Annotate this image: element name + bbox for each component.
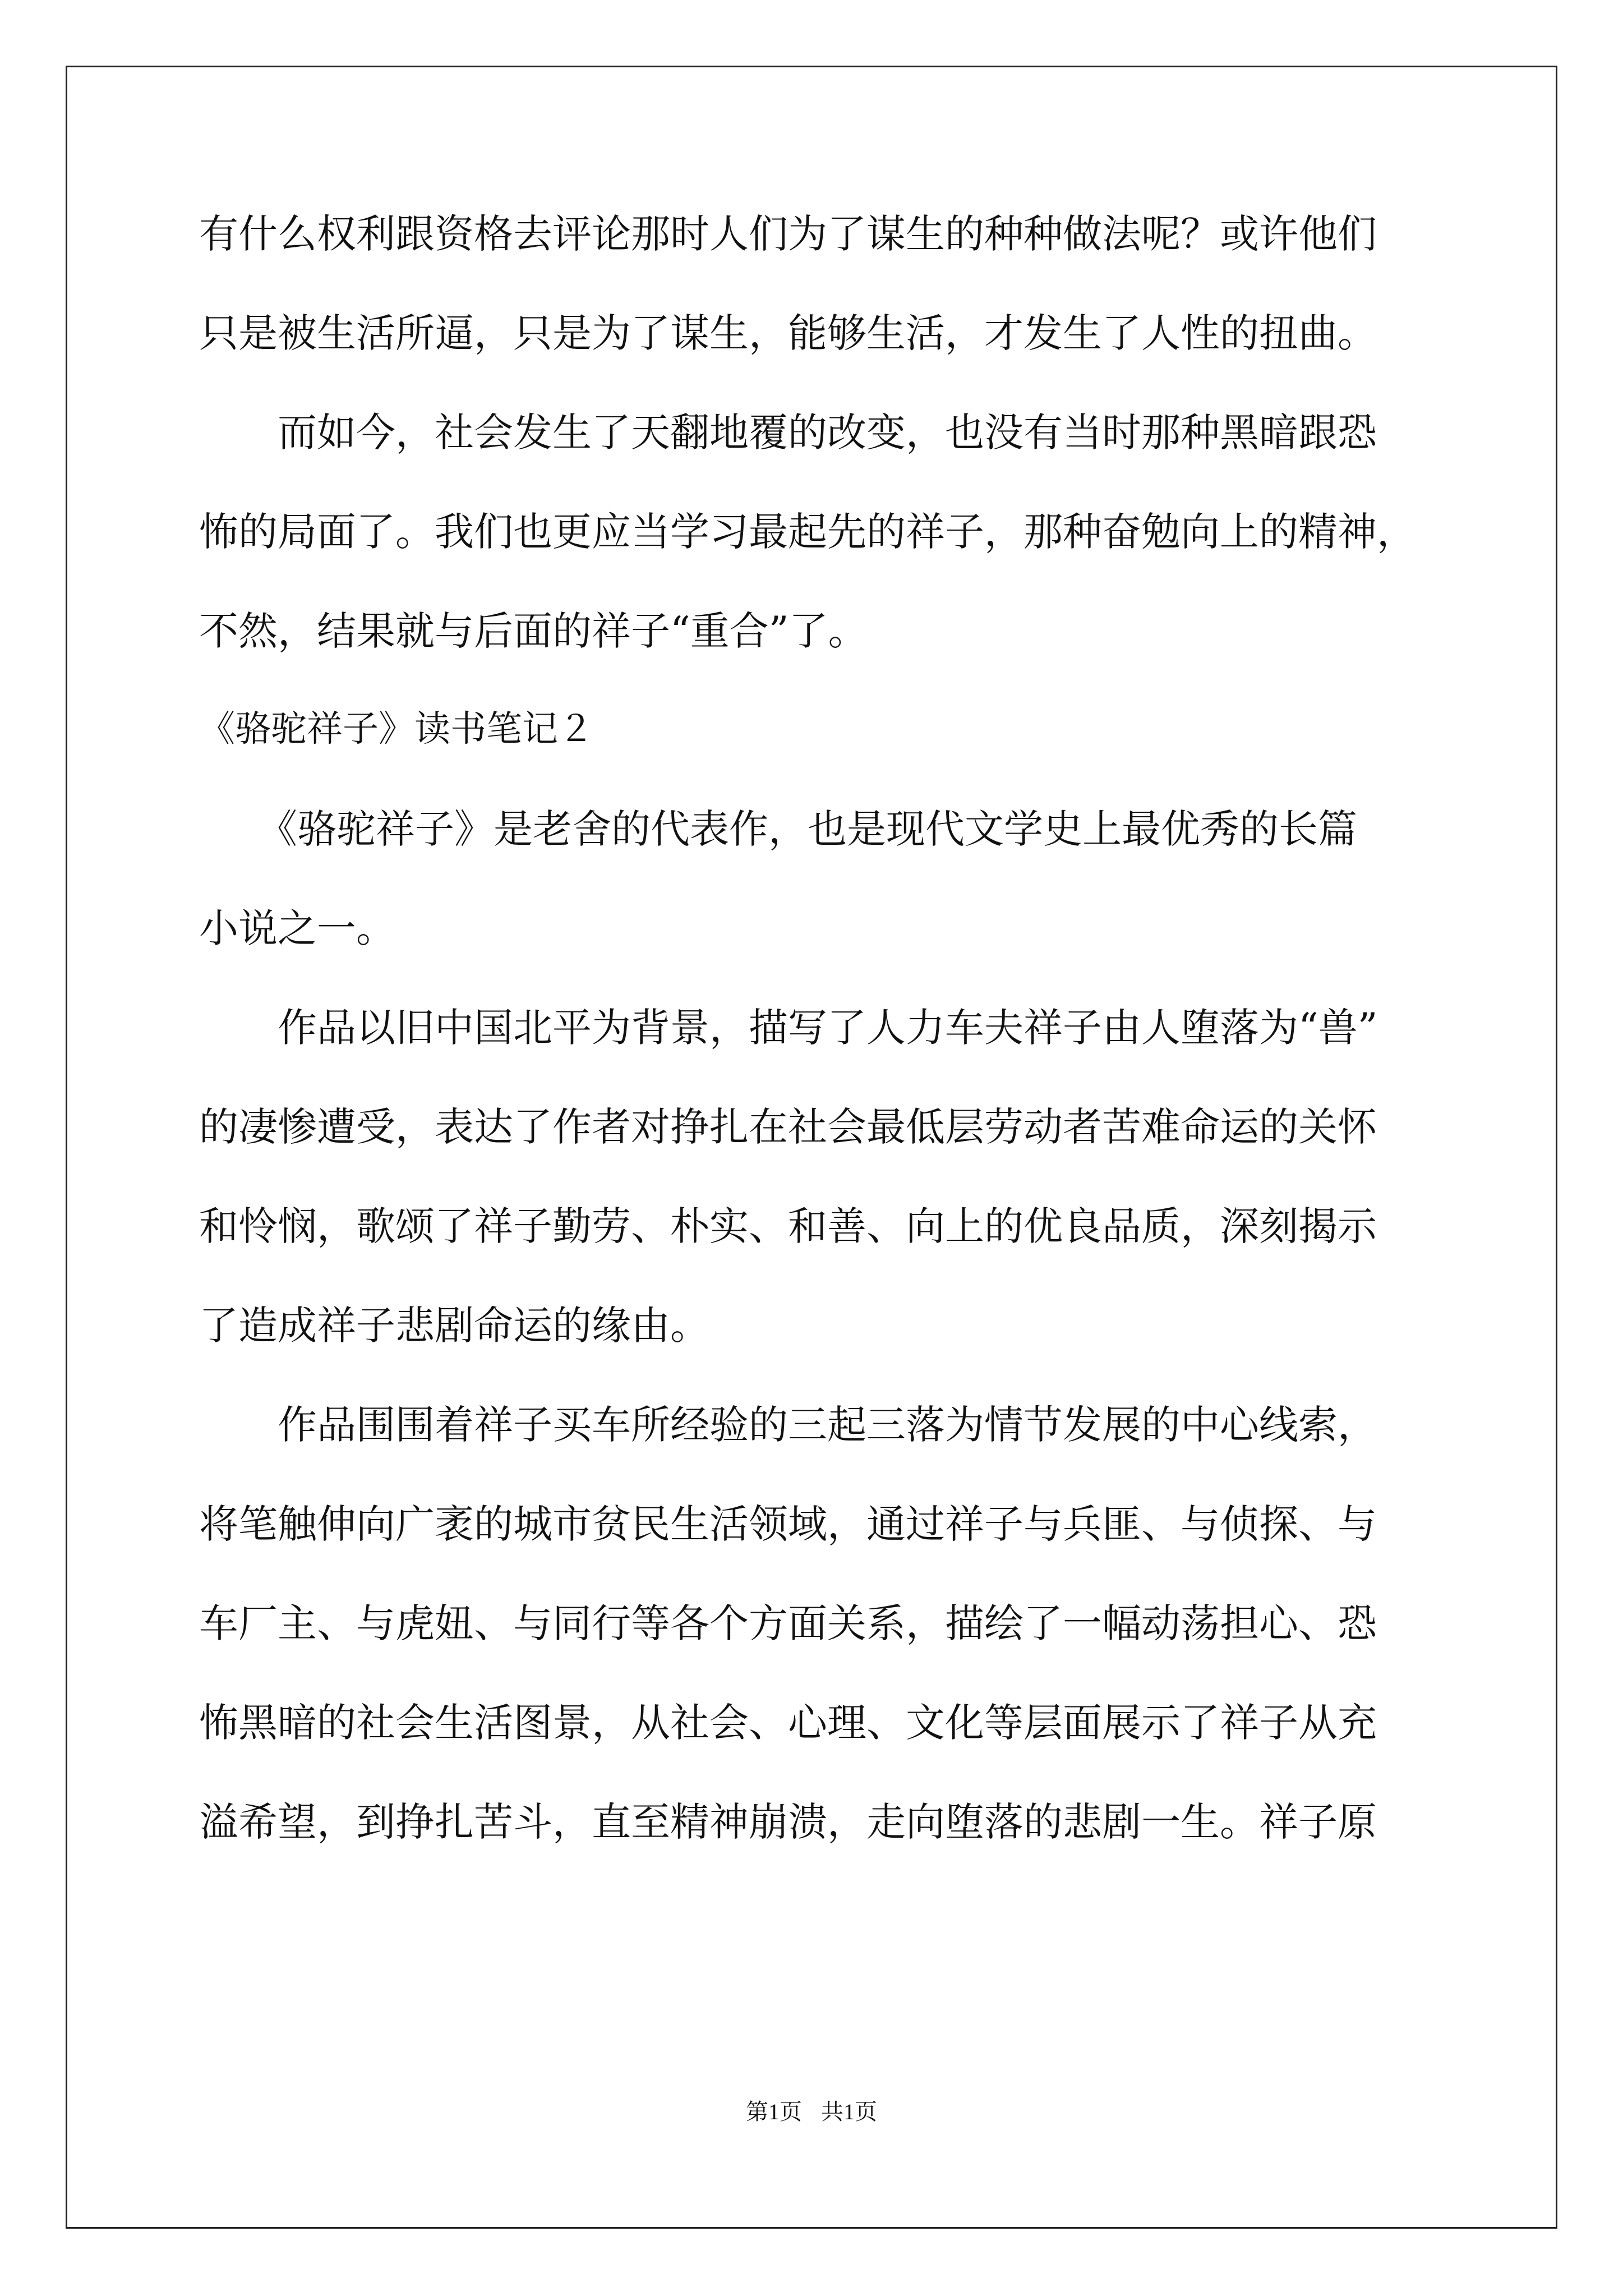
- section-heading: 《骆驼祥子》读书笔记２: [199, 708, 594, 750]
- text-line: 怖黑暗的社会生活图景，从社会、心理、文化等层面展示了祥子从充: [199, 1700, 1377, 1746]
- text-line: 了造成祥子悲剧命运的缘由。: [199, 1303, 709, 1349]
- text-line: 的凄惨遭受，表达了作者对挣扎在社会最低层劳动者苦难命运的关怀: [199, 1104, 1377, 1150]
- text-line: 和怜悯，歌颂了祥子勤劳、朴实、和善、向上的优良品质，深刻揭示: [199, 1203, 1377, 1249]
- text-line: 《骆驼祥子》是老舍的代表作，也是现代文学史上最优秀的长篇: [199, 806, 1357, 852]
- page-footer: [0, 2098, 1623, 2126]
- text-line: 不然，结果就与后面的祥子“重合”了。: [199, 608, 868, 654]
- text-line: 怖的局面了。我们也更应当学习最起先的祥子，那种奋勉向上的精神，: [199, 509, 1416, 555]
- text-line: 溢希望，到挣扎苦斗，直至精神崩溃，走向堕落的悲剧一生。祥子原: [199, 1799, 1377, 1845]
- page-total: 共1页: [821, 2099, 877, 2124]
- page-number: 第1页: [746, 2099, 802, 2124]
- text-line: 将笔触伸向广袤的城市贫民生活领域，通过祥子与兵匪、与侦探、与: [199, 1501, 1377, 1547]
- text-line: 有什么权利跟资格去评论那时人们为了谋生的种种做法呢？或许他们: [199, 211, 1377, 257]
- text-line: 只是被生活所逼，只是为了谋生，能够生活，才发生了人性的扭曲。: [199, 310, 1377, 356]
- text-line: 小说之一。: [199, 905, 395, 951]
- text-line: 而如今，社会发生了天翻地覆的改变，也没有当时那种黑暗跟恐: [199, 409, 1377, 455]
- text-line: 作品围围着祥子买车所经验的三起三落为情节发展的中心线索，: [199, 1402, 1377, 1448]
- text-line: 作品以旧中国北平为背景，描写了人力车夫祥子由人堕落为“兽”: [199, 1005, 1378, 1051]
- text-line: 车厂主、与虎妞、与同行等各个方面关系，描绘了一幅动荡担心、恐: [199, 1600, 1377, 1646]
